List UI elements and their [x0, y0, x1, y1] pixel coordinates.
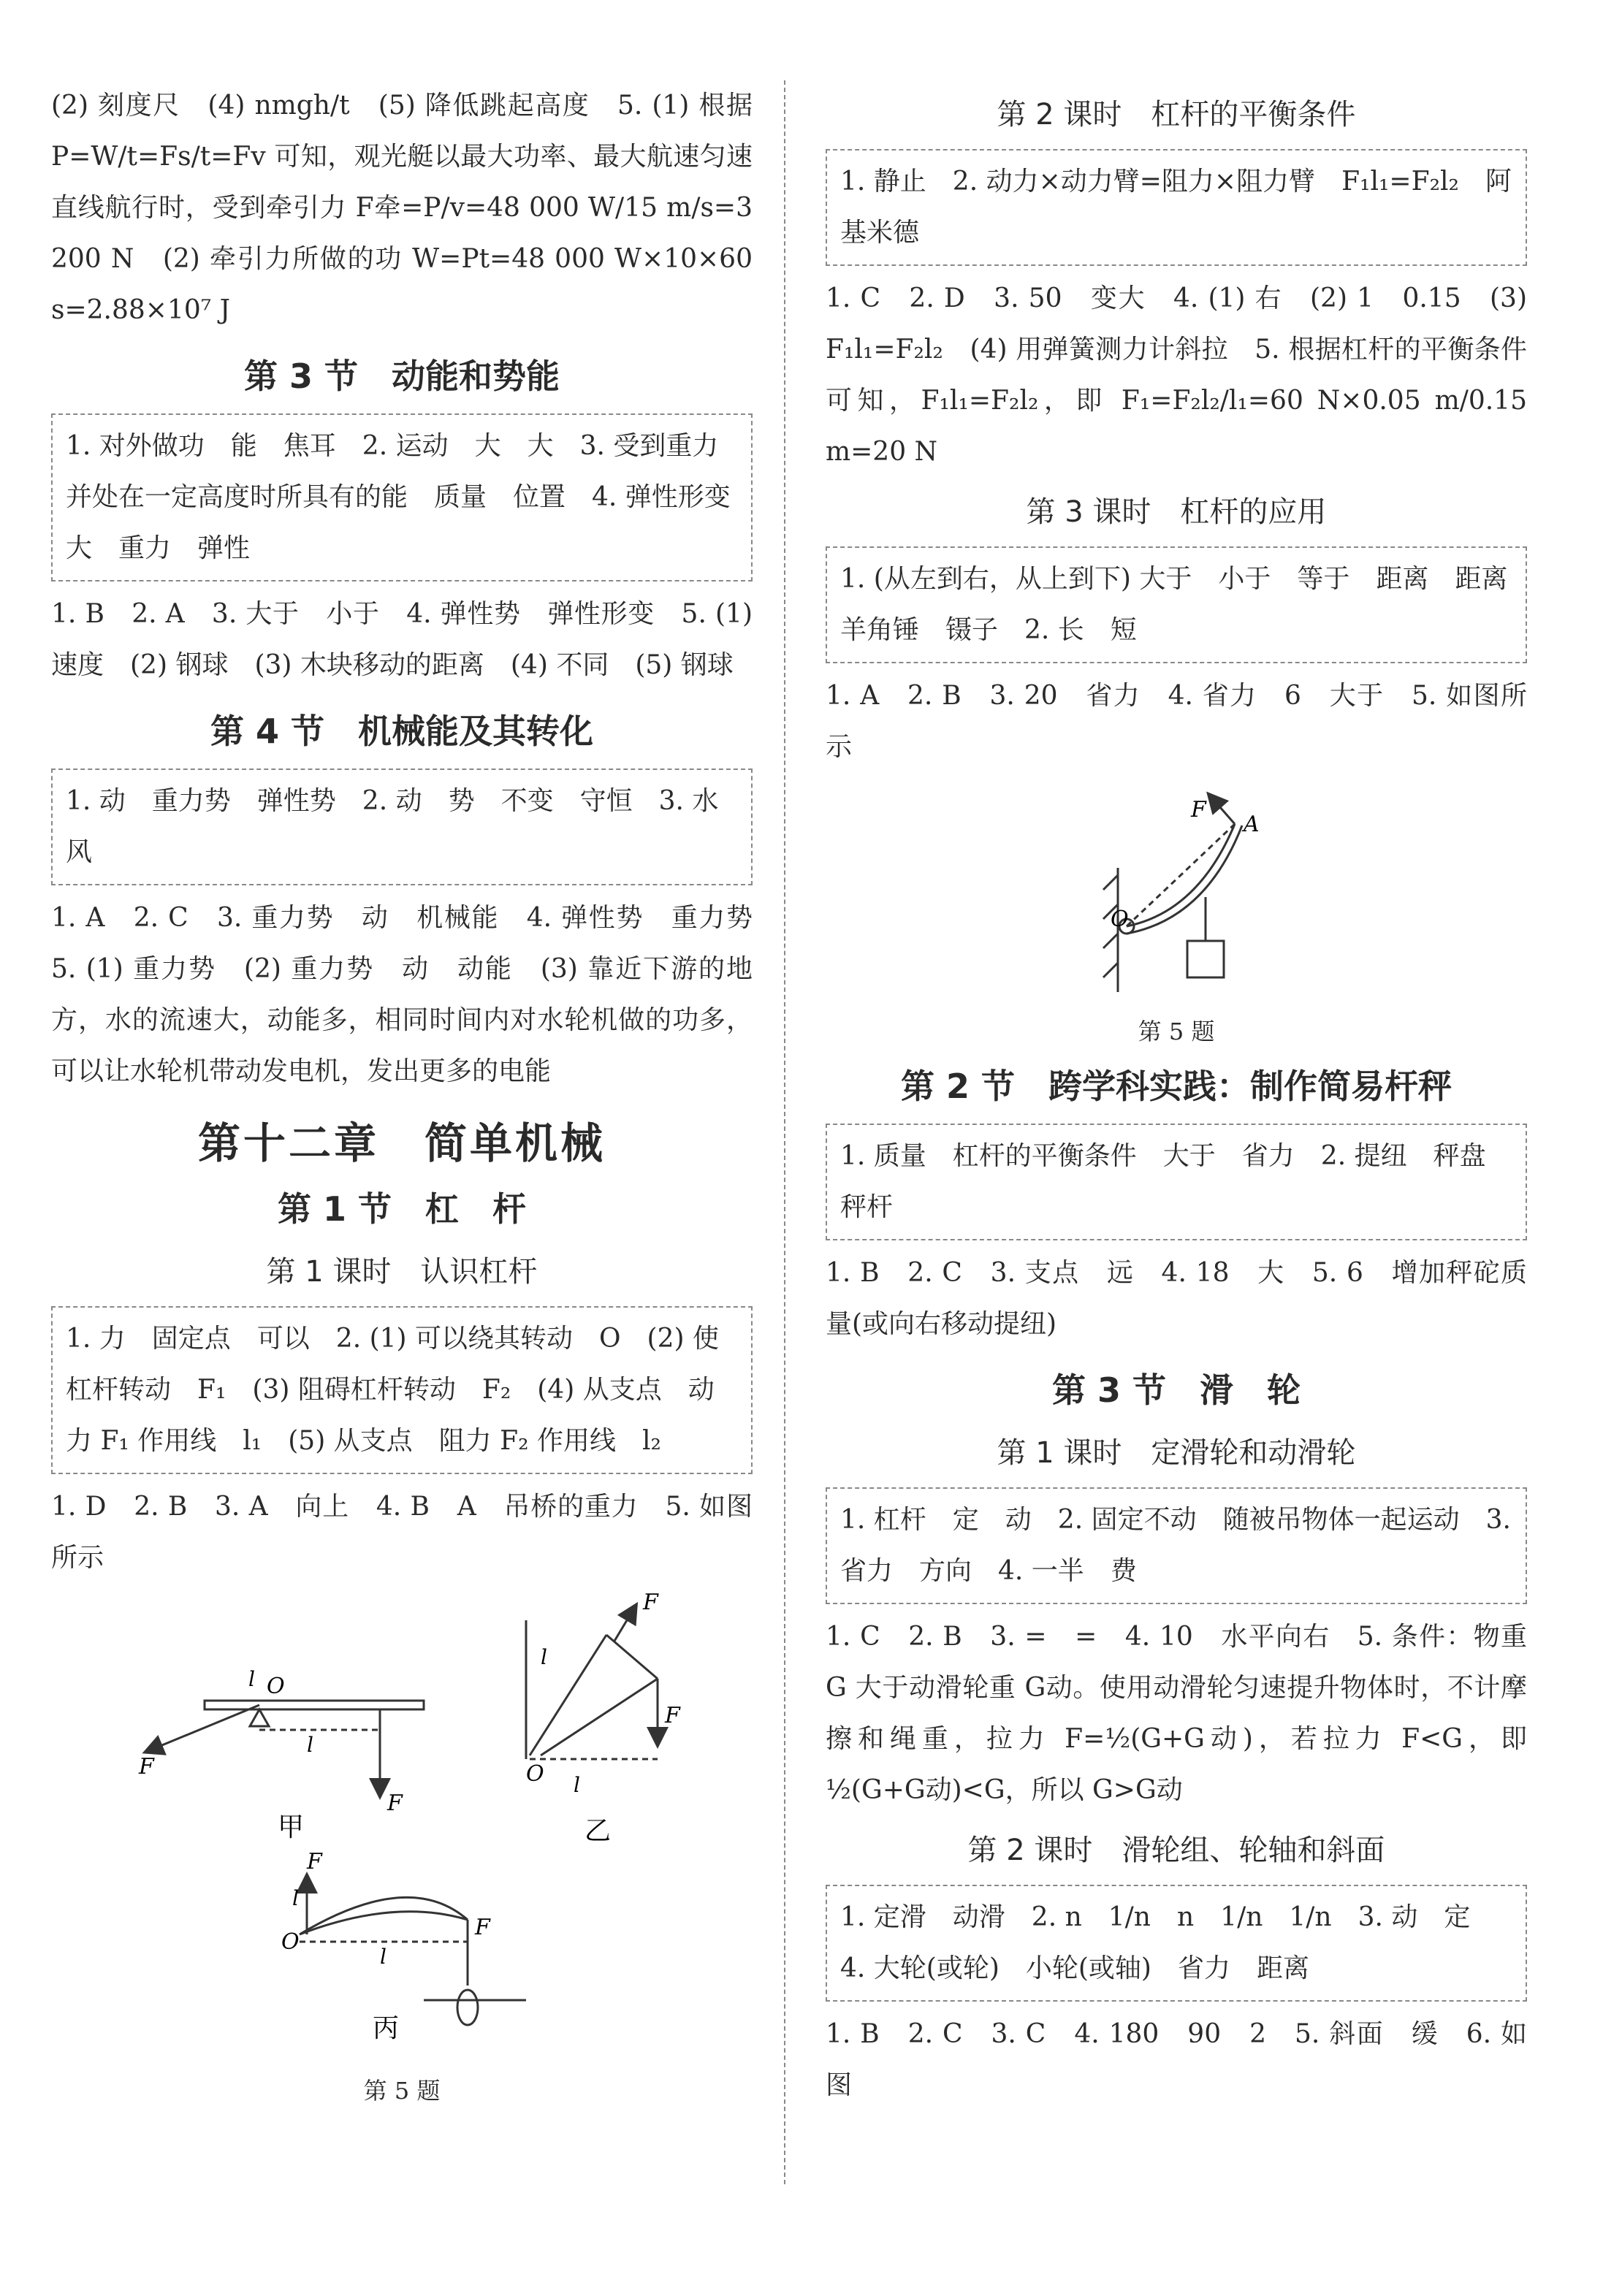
- svg-text:F: F: [1191, 797, 1206, 823]
- lesson-title: 第 2 课时 滑轮组、轮轴和斜面: [967, 1834, 1385, 1867]
- answer-paragraph: 1. A 2. C 3. 重力势 动 机械能 4. 弹性势 重力势 5. (1) 重力势 (2) 重力势 动 动能 (3) 靠近下游的地方，水的流速大，动能多，相同时间内对水轮机做的功多，可以让水轮机带动发电机，发出更多的电能: [51, 903, 780, 1086]
- answer-paragraph: 1. A 2. B 3. 20 省力 4. 省力 6 大于 5. 如图所示: [826, 681, 1527, 762]
- answer-box: 1. (从左到右，从上到下) 大于 小于 等于 距离 距离 羊角锤 镊子 2. 长 短: [826, 546, 1527, 663]
- answer-paragraph: 1. B 2. C 3. 支点 远 4. 18 大 5. 6 增加秤砣质量(或向右移动提纽): [826, 1258, 1527, 1339]
- figure-bing: [300, 1876, 526, 2025]
- figure-label-bing: 丙: [373, 2013, 400, 2043]
- section-title: 第 4 节 机械能及其转化: [210, 712, 594, 751]
- svg-text:O: O: [267, 1674, 285, 1699]
- left-column: [51, 80, 780, 2113]
- answer-box: 1. 质量 杠杆的平衡条件 大于 省力 2. 提纽 秤盘 秤杆: [826, 1124, 1527, 1240]
- answer-paragraph: 1. C 2. B 3. = = 4. 10 水平向右 5. 条件：物重 G 大于动滑轮重 G动。使用动滑轮匀速提升物体时，不计摩擦和绳重，拉力 F=½(G+G动)，若拉力 F<G，即 ½(G+G动)<G，所以 G>G动: [826, 1622, 1527, 1805]
- svg-text:O: O: [281, 1929, 300, 1955]
- lever-diagram: [58, 1591, 745, 2059]
- chapter-title: 第十二章 简单机械: [197, 1118, 606, 1168]
- answer-paragraph: 1. C 2. D 3. 50 变大 4. (1) 右 (2) 1 0.15 (3) F₁l₁=F₂l₂ (4) 用弹簧测力计斜拉 5. 根据杠杆的平衡条件可知，F₁l₁=F₂l₂，即 F₁=F₂l₂/l₁=60 N×0.05 m/0.15 m=20 N: [826, 283, 1527, 467]
- svg-text:l: l: [307, 1733, 313, 1757]
- svg-text:F: F: [387, 1790, 403, 1816]
- pivot-lever-diagram: [1030, 780, 1322, 999]
- figure-jia: [146, 1701, 424, 1796]
- answer-paragraph: 1. B 2. A 3. 大于 小于 4. 弹性势 弹性形变 5. (1) 速度 (2) 钢球 (3) 木块移动的距离 (4) 不同 (5) 钢球: [51, 599, 753, 680]
- svg-text:l: l: [541, 1645, 547, 1669]
- svg-text:F: F: [139, 1754, 154, 1780]
- svg-text:A: A: [1244, 812, 1260, 837]
- figure-label-jia: 甲: [278, 1812, 305, 1842]
- svg-text:F: F: [665, 1703, 680, 1728]
- answer-box: 1. 动 重力势 弹性势 2. 动 势 不变 守恒 3. 水 风: [51, 768, 753, 885]
- svg-text:F: F: [307, 1849, 322, 1874]
- lesson-title: 第 1 课时 认识杠杆: [266, 1255, 538, 1289]
- figure-caption: 第 5 题: [363, 2077, 441, 2105]
- section-title: 第 3 节 动能和势能: [243, 356, 560, 396]
- svg-text:l: l: [292, 1886, 299, 1910]
- svg-text:l: l: [574, 1773, 580, 1797]
- lever-application-figure: [826, 780, 1527, 1046]
- lesson-title: 第 1 课时 定滑轮和动滑轮: [997, 1436, 1356, 1470]
- column-divider: [784, 80, 785, 2184]
- section-title: 第 3 节 滑 轮: [1051, 1370, 1301, 1410]
- svg-text:O: O: [1111, 907, 1129, 932]
- figure-yi: [526, 1606, 658, 1759]
- svg-text:l: l: [248, 1667, 255, 1691]
- figure-label-yi: 乙: [585, 1816, 612, 1846]
- section-title: 第 2 节 跨学科实践：制作简易杆秤: [900, 1067, 1452, 1106]
- answer-paragraph: 1. D 2. B 3. A 向上 4. B A 吊桥的重力 5. 如图所示: [51, 1492, 753, 1573]
- section-title: 第 1 节 杠 杆: [277, 1189, 527, 1229]
- answer-paragraph: 1. B 2. C 3. C 4. 180 90 2 5. 斜面 缓 6. 如图: [826, 2019, 1527, 2100]
- svg-text:F: F: [643, 1591, 658, 1615]
- right-column: [826, 80, 1534, 2111]
- svg-text:F: F: [475, 1915, 490, 1940]
- svg-text:O: O: [526, 1761, 544, 1787]
- lesson-title: 第 3 课时 杠杆的应用: [1026, 495, 1327, 529]
- answer-box: 1. 力 固定点 可以 2. (1) 可以绕其转动 O (2) 使杠杆转动 F₁ (3) 阻碍杠杆转动 F₂ (4) 从支点 动力 F₁ 作用线 l₁ (5) 从支点 阻力 F₂ 作用线 l₂: [51, 1306, 753, 1474]
- answer-box: 1. 对外做功 能 焦耳 2. 运动 大 大 3. 受到重力并处在一定高度时所具有的能 质量 位置 4. 弹性形变 大 重力 弹性: [51, 413, 753, 581]
- figure-caption: 第 5 题: [1138, 1018, 1215, 1045]
- svg-text:l: l: [380, 1945, 387, 1969]
- answer-box: 1. 静止 2. 动力×动力臂=阻力×阻力臂 F₁l₁=F₂l₂ 阿基米德: [826, 149, 1527, 266]
- lever-figures: [51, 1591, 753, 2105]
- answer-box: 1. 杠杆 定 动 2. 固定不动 随被吊物体一起运动 3. 省力 方向 4. 一半 费: [826, 1487, 1527, 1604]
- lesson-title: 第 2 课时 杠杆的平衡条件: [997, 98, 1356, 131]
- answer-box: 1. 定滑 动滑 2. n 1/n n 1/n 1/n 3. 动 定 4. 大轮(或轮) 小轮(或轴) 省力 距离: [826, 1885, 1527, 2002]
- answer-paragraph: (2) 刻度尺 (4) nmgh/t (5) 降低跳起高度 5. (1) 根据 P=W/t=Fs/t=Fv 可知，观光艇以最大功率、最大航速匀速直线航行时，受到牵引力 F牵=P/v=48 000 W/15 m/s=3 200 N (2) 牵引力所做的功 W=Pt=48 000 W×10×60 s=2.88×10⁷ J: [51, 91, 753, 325]
